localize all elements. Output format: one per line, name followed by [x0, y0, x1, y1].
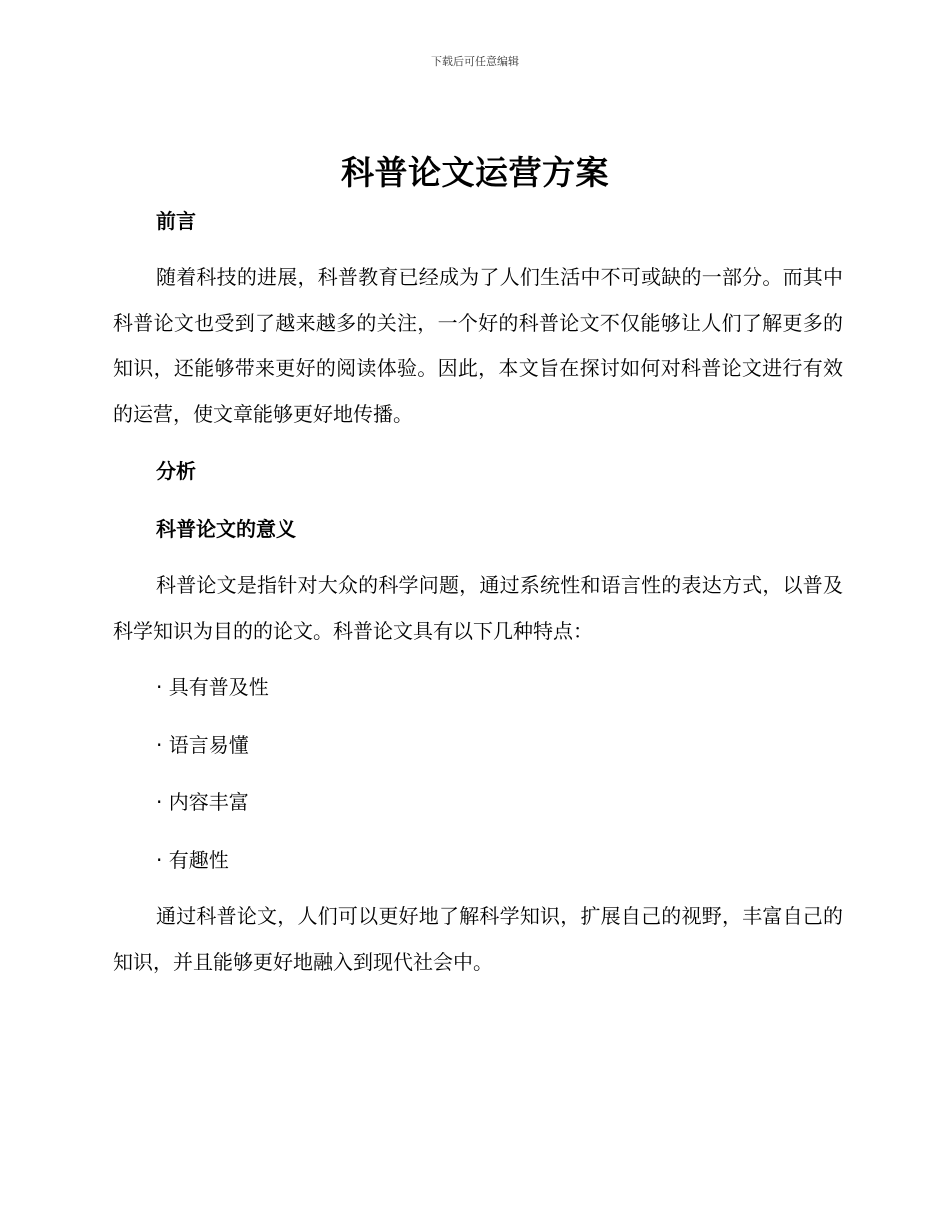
- list-item: · 有趣性: [156, 848, 229, 872]
- meaning-paragraph: 科普论文是指针对大众的科学问题，通过系统性和语言性的表达方式，以普及科学知识为目的的论文。科普论文具有以下几种特点：: [113, 573, 843, 643]
- list-item: · 语言易懂: [156, 733, 249, 757]
- section-heading-preface: 前言: [156, 209, 196, 233]
- list-item: · 内容丰富: [156, 790, 249, 814]
- header-note: 下载后可任意编辑: [431, 55, 519, 68]
- section-heading-meaning: 科普论文的意义: [156, 517, 296, 541]
- closing-paragraph-block: [113, 894, 843, 985]
- preface-paragraph: 随着科技的进展，科普教育已经成为了人们生活中不可或缺的一部分。而其中科普论文也受到了越来越多的关注，一个好的科普论文不仅能够让人们了解更多的知识，还能够带来更好的阅读体验。因此，本文旨在探讨如何对科普论文进行有效的运营，使文章能够更好地传播。: [113, 265, 843, 426]
- document-title: 科普论文运营方案: [341, 153, 609, 192]
- preface-paragraph-block: [113, 255, 843, 437]
- meaning-paragraph-block: [113, 563, 843, 654]
- closing-paragraph: 通过科普论文，人们可以更好地了解科学知识，扩展自己的视野，丰富自己的知识，并且能够更好地融入到现代社会中。: [113, 904, 843, 974]
- list-item: · 具有普及性: [156, 675, 269, 699]
- section-heading-analysis: 分析: [156, 459, 196, 483]
